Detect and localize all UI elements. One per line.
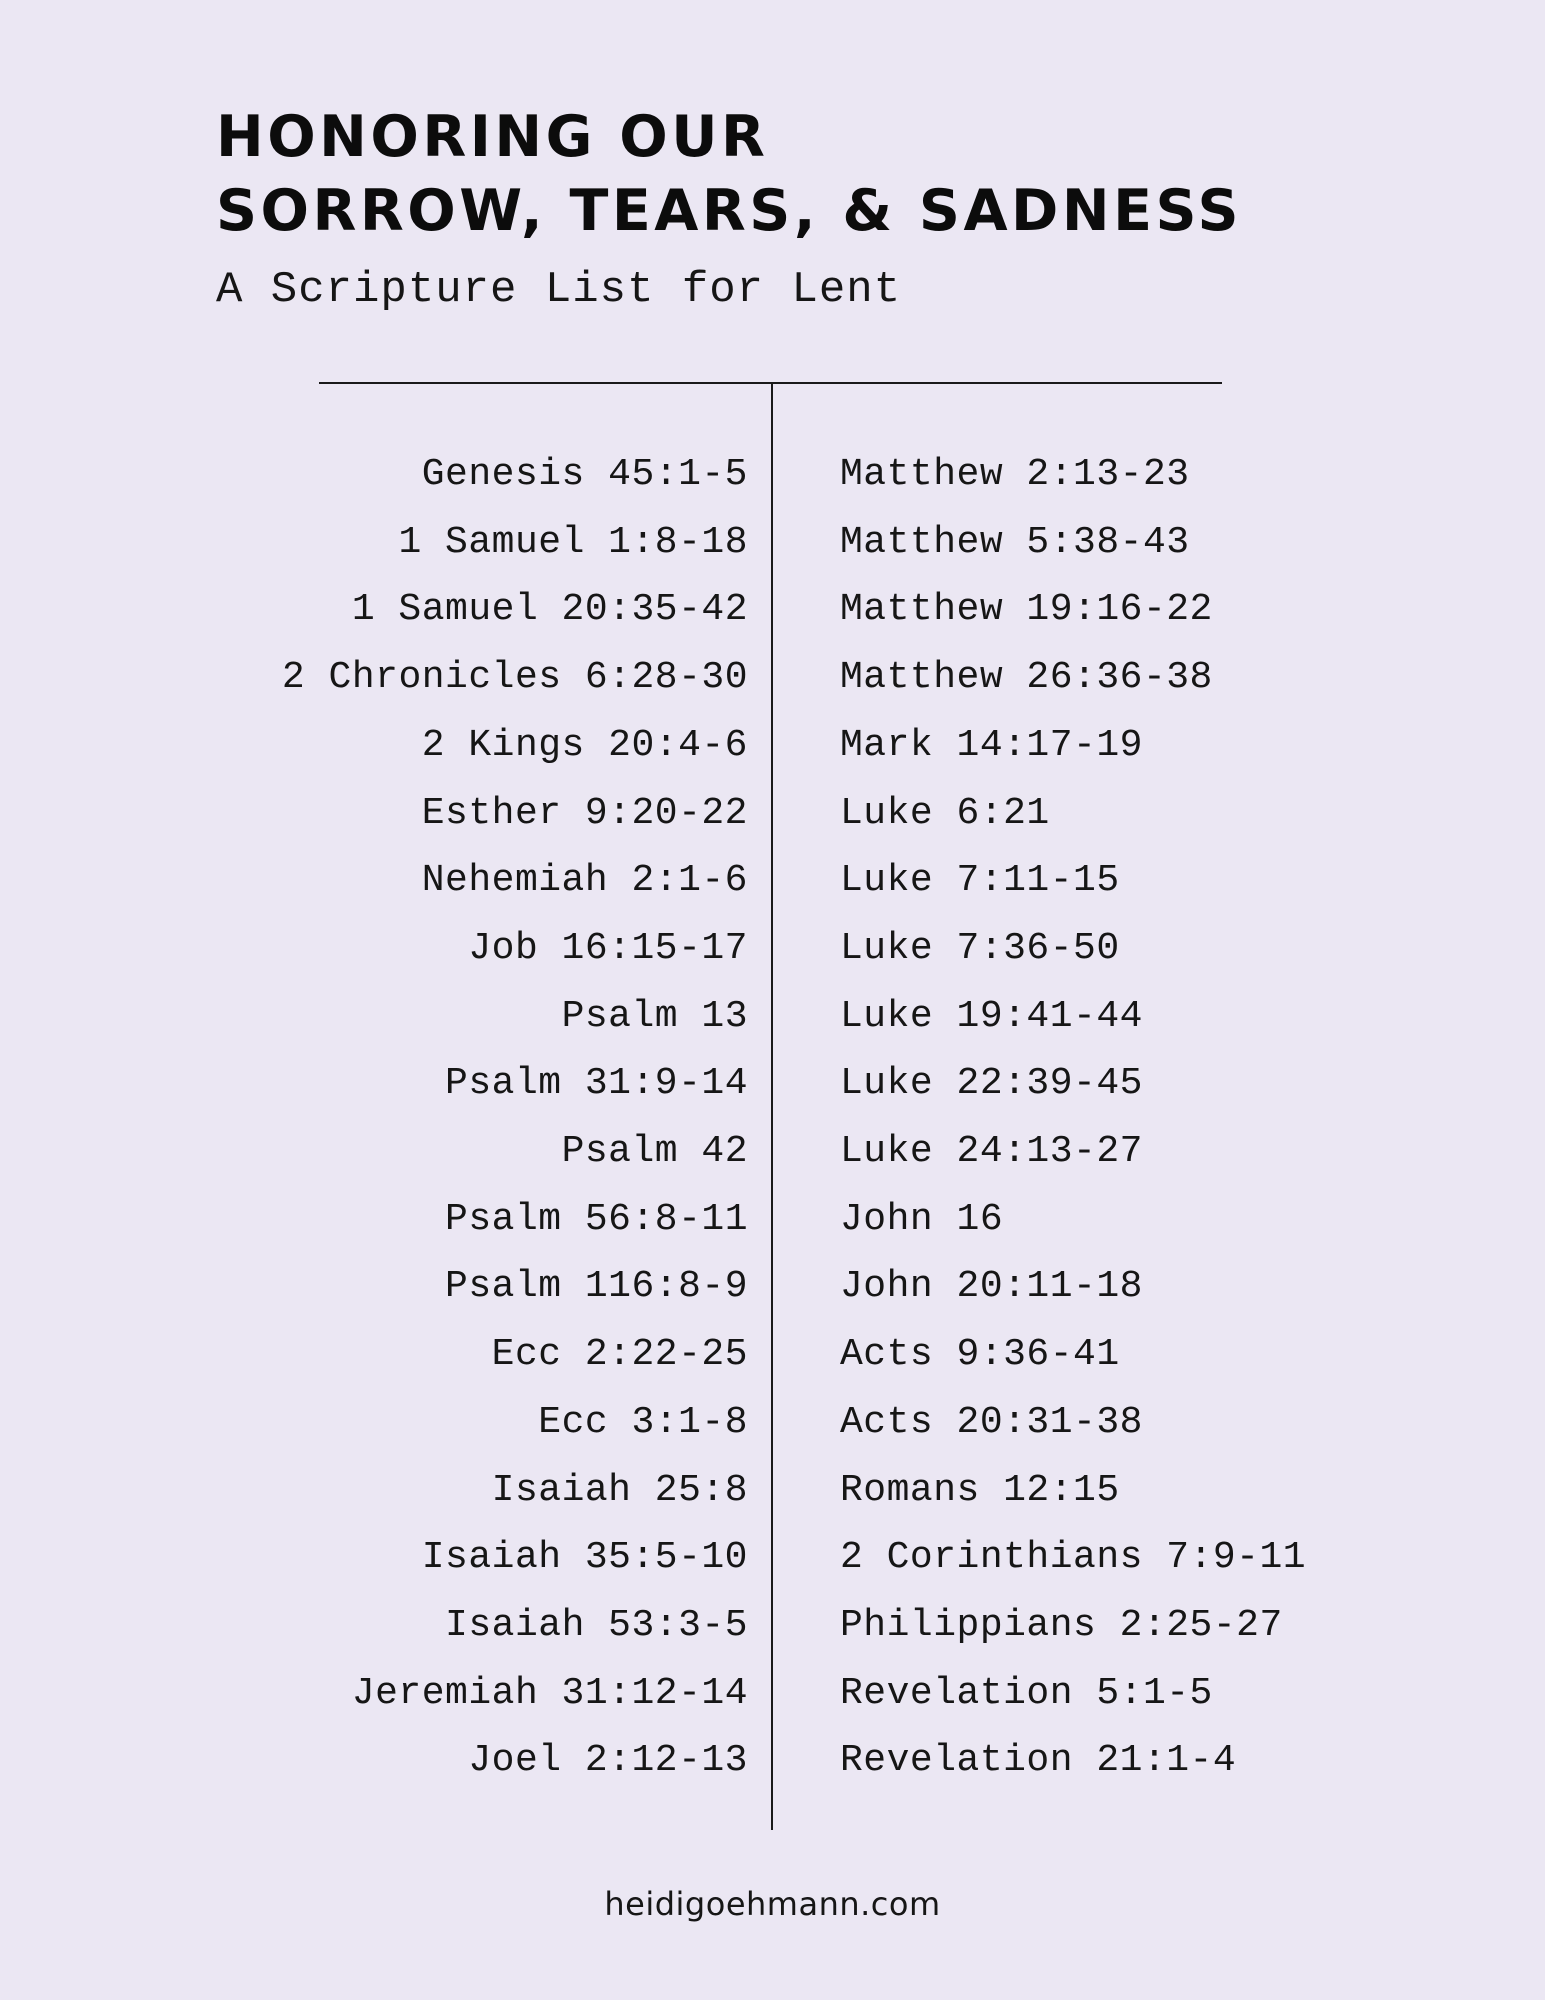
scripture-reference: 1 Samuel 20:35-42 (351, 588, 748, 632)
scripture-reference: Luke 7:11-15 (840, 859, 1120, 903)
scripture-reference: Psalm 13 (561, 994, 748, 1038)
scripture-reference: Romans 12:15 (840, 1468, 1120, 1512)
scripture-reference: John 16 (840, 1197, 1004, 1241)
scripture-reference: Philippians 2:25-27 (840, 1603, 1283, 1647)
scripture-reference: Esther 9:20-22 (421, 791, 748, 835)
scripture-reference: Matthew 2:13-23 (840, 453, 1190, 496)
scripture-reference: Acts 20:31-38 (840, 1400, 1143, 1444)
scripture-reference: 2 Chronicles 6:28-30 (281, 656, 748, 700)
scripture-reference: Isaiah 25:8 (491, 1468, 748, 1512)
scripture-reference: Luke 6:21 (840, 791, 1050, 835)
scripture-reference: Job 16:15-17 (468, 926, 748, 970)
scripture-reference: John 20:11-18 (840, 1265, 1143, 1309)
scripture-reference: Isaiah 53:3-5 (445, 1603, 748, 1647)
scripture-reference: Isaiah 35:5-10 (421, 1536, 748, 1580)
scripture-reference: Ecc 3:1-8 (538, 1400, 748, 1444)
scripture-list-right (840, 441, 1306, 1795)
scripture-reference: Luke 7:36-50 (840, 926, 1120, 970)
scripture-reference: Revelation 21:1-4 (840, 1739, 1237, 1783)
vertical-divider (771, 383, 773, 1830)
scripture-reference: Matthew 26:36-38 (840, 656, 1213, 700)
scripture-reference: 2 Kings 20:4-6 (421, 723, 748, 767)
scripture-reference: Luke 24:13-27 (840, 1130, 1143, 1174)
title-line-1: HONORING OUR (216, 104, 769, 170)
scripture-reference: Psalm 116:8-9 (445, 1265, 748, 1309)
scripture-list-left (282, 441, 748, 1795)
scripture-reference: Matthew 19:16-22 (840, 588, 1213, 632)
scripture-reference: Luke 22:39-45 (840, 1062, 1143, 1106)
footer-website: heidigoehmann.com (604, 1885, 941, 1923)
scripture-reference: Revelation 5:1-5 (840, 1671, 1213, 1715)
scripture-reference: Matthew 5:38-43 (840, 520, 1190, 564)
scripture-reference: 1 Samuel 1:8-18 (398, 520, 748, 564)
page-title (216, 100, 1242, 248)
scripture-reference: Mark 14:17-19 (840, 723, 1143, 767)
scripture-reference: 2 Corinthians 7:9-11 (840, 1536, 1307, 1580)
scripture-reference: Luke 19:41-44 (840, 994, 1143, 1038)
scripture-reference: Psalm 56:8-11 (445, 1197, 748, 1241)
scripture-reference: Joel 2:12-13 (468, 1739, 748, 1783)
title-line-2: SORROW, TEARS, & SADNESS (216, 178, 1243, 244)
scripture-reference: Nehemiah 2:1-6 (421, 859, 748, 903)
scripture-reference: Psalm 31:9-14 (445, 1062, 748, 1106)
scripture-reference: Genesis 45:1-5 (421, 453, 748, 496)
scripture-reference: Ecc 2:22-25 (491, 1333, 748, 1377)
scripture-reference: Jeremiah 31:12-14 (351, 1671, 748, 1715)
page-subtitle: A Scripture List for Lent (216, 265, 902, 315)
scripture-reference: Psalm 42 (561, 1130, 748, 1174)
scripture-reference: Acts 9:36-41 (840, 1333, 1120, 1377)
